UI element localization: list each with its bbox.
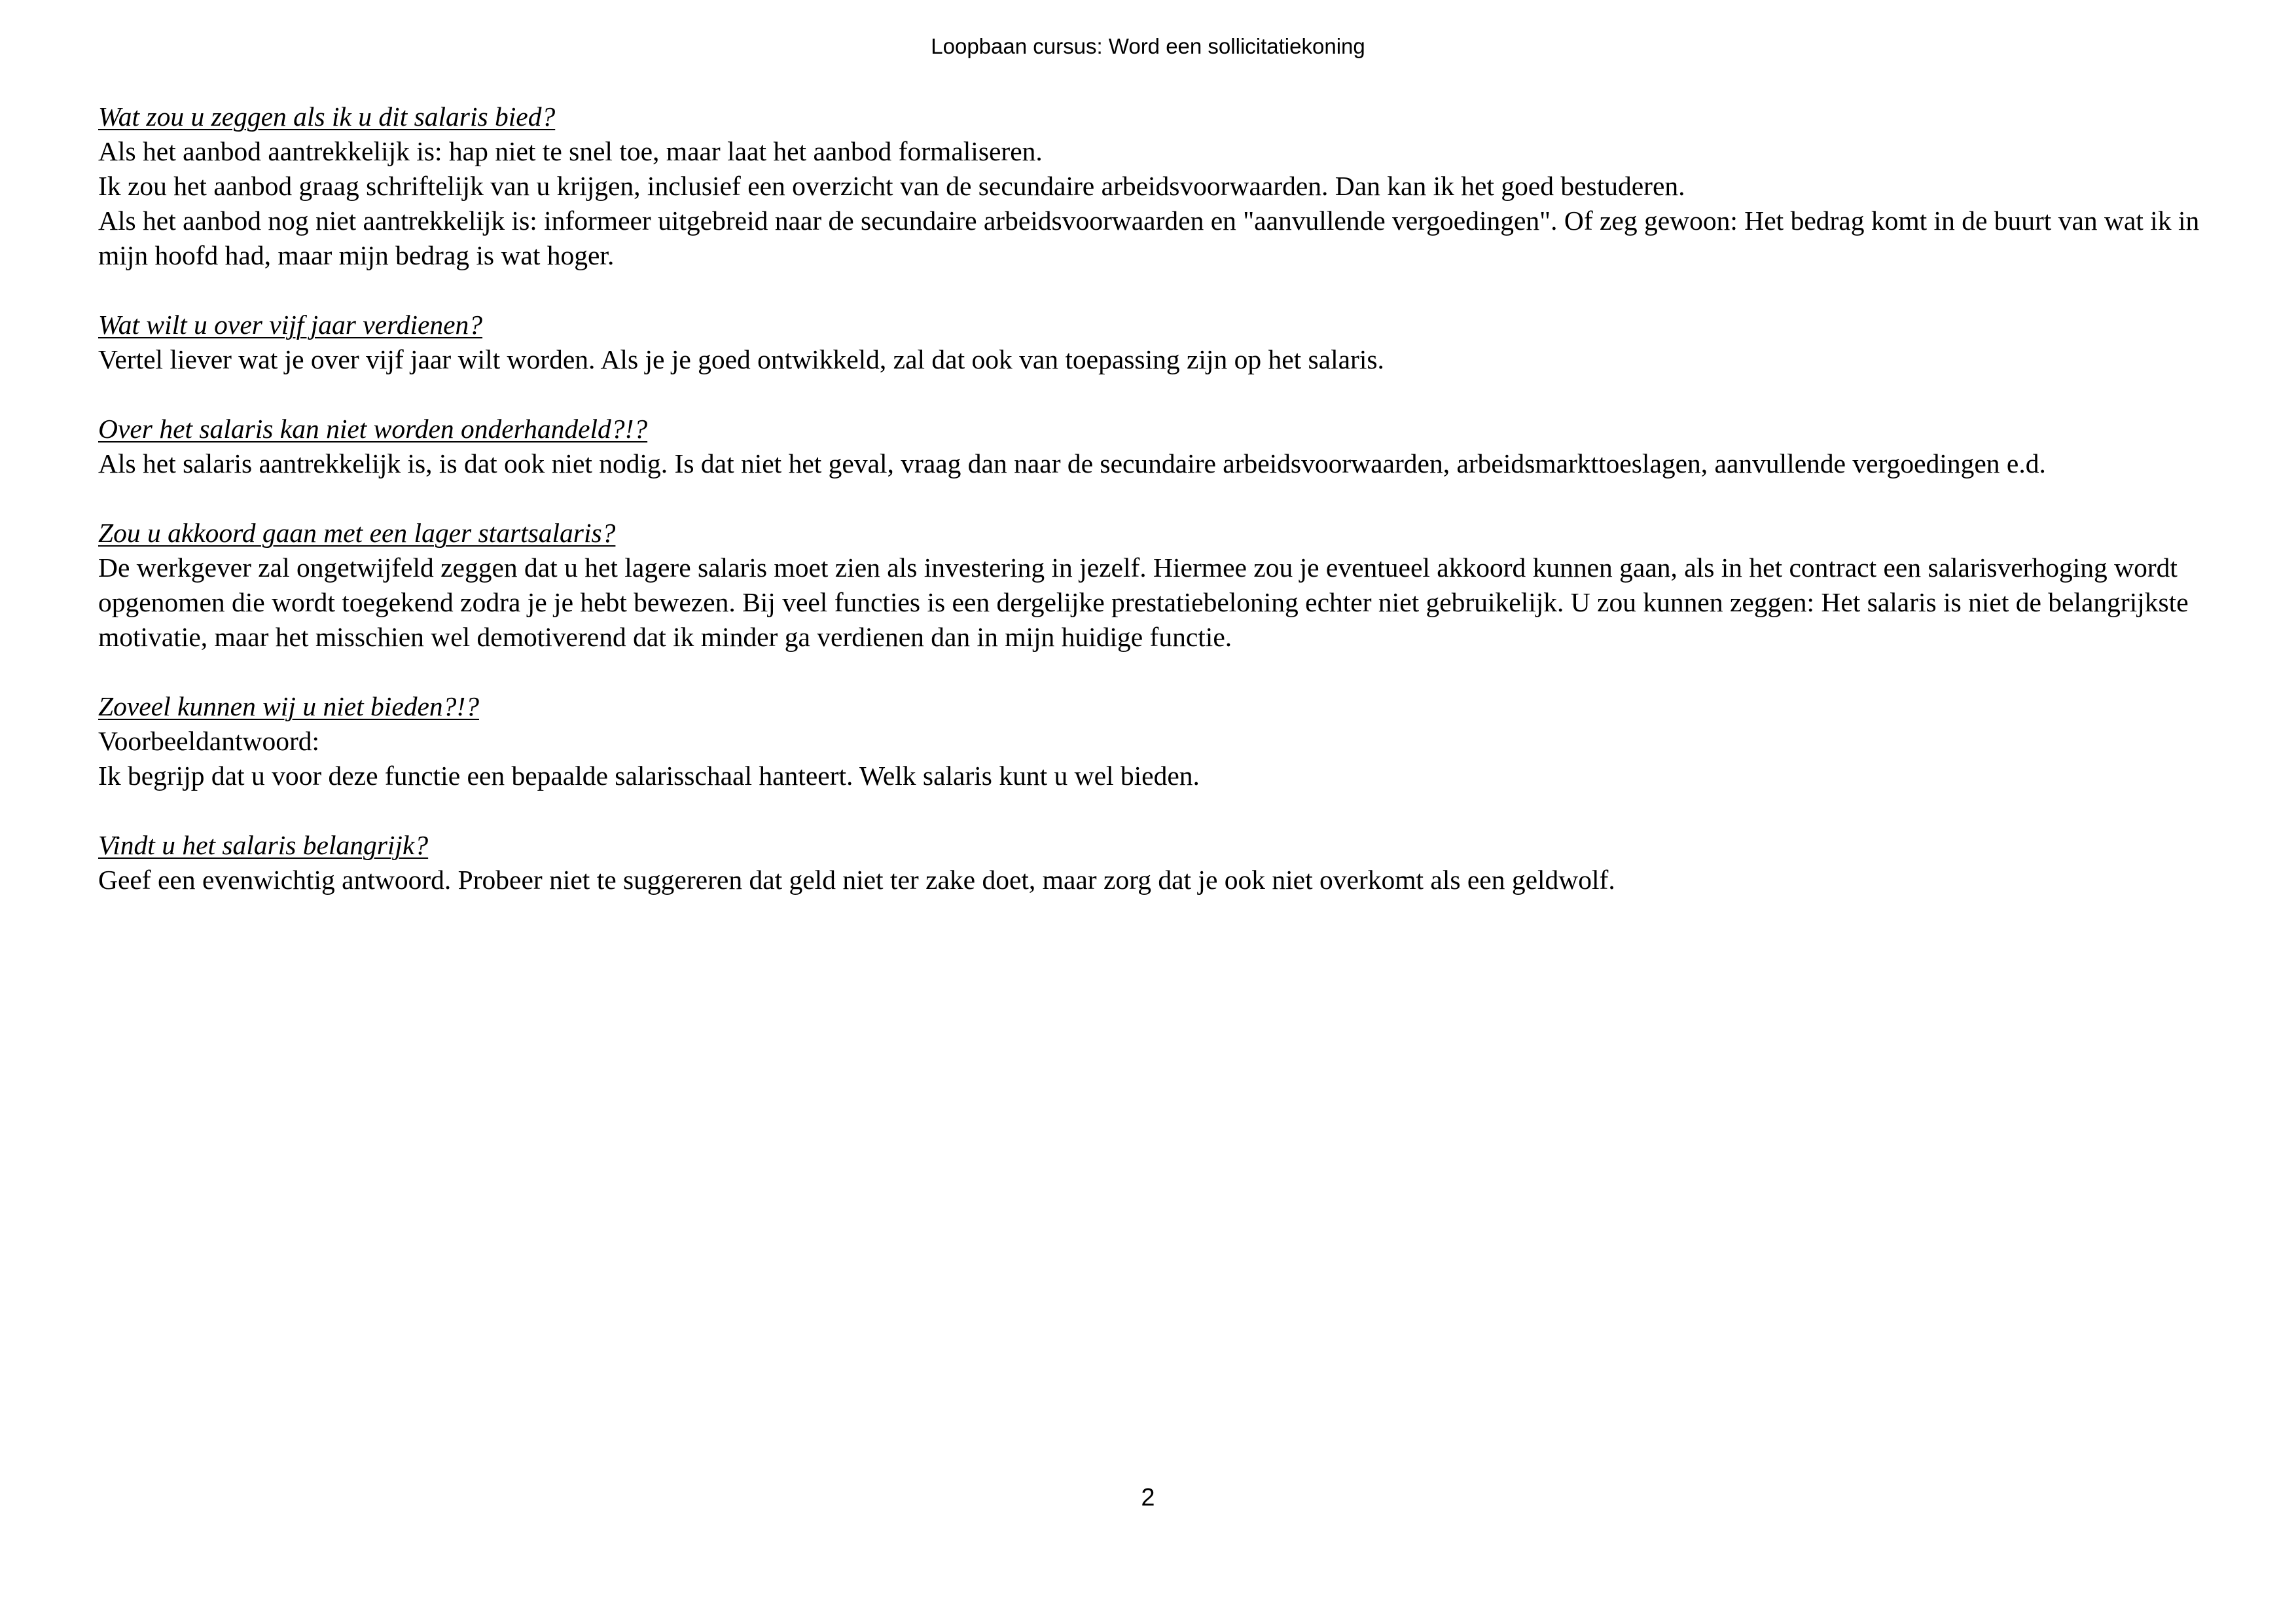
- answer-paragraph: Voorbeeldantwoord:: [98, 726, 320, 756]
- qa-section-five-years: [98, 308, 2206, 377]
- question-heading: Wat wilt u over vijf jaar verdienen?: [98, 310, 483, 340]
- answer-paragraph: De werkgever zal ongetwijfeld zeggen dat u het lagere salaris moet zien als investering in jezelf. Hiermee zou je eventueel akkoord kunnen gaan, als in het contract een salarisverhoging wordt opgenomen die wordt toegekend zodra je je hebt bewezen. Bij veel functies is een dergelijke prestatiebeloning echter niet gebruikelijk. U zou kunnen zeggen: Het salaris is niet de belangrijkste motivatie, maar het misschien wel demotiverend dat ik minder ga verdienen dan in mijn huidige functie.: [98, 552, 2189, 652]
- answer-paragraph: Als het aanbod aantrekkelijk is: hap niet te snel toe, maar laat het aanbod formaliseren.: [98, 136, 1043, 166]
- answer-paragraph: Ik begrijp dat u voor deze functie een bepaalde salarisschaal hanteert. Welk salaris kunt u wel bieden.: [98, 761, 1200, 791]
- document-body: [98, 99, 2206, 932]
- qa-section-lower-start-salary: [98, 516, 2206, 655]
- page-header: Loopbaan cursus: Word een sollicitatiekoning: [931, 34, 1365, 58]
- question-heading: Zou u akkoord gaan met een lager startsalaris?: [98, 518, 616, 548]
- question-heading: Zoveel kunnen wij u niet bieden?!?: [98, 691, 479, 721]
- qa-section-cannot-offer: [98, 689, 2206, 793]
- qa-section-no-negotiation: [98, 412, 2206, 481]
- answer-paragraph: Geef een evenwichtig antwoord. Probeer niet te suggereren dat geld niet ter zake doet, maar zorg dat je ook niet overkomt als een geldwolf.: [98, 865, 1615, 895]
- question-heading: Vindt u het salaris belangrijk?: [98, 830, 429, 860]
- qa-section-salary-offer: [98, 99, 2206, 273]
- answer-paragraph: Ik zou het aanbod graag schriftelijk van u krijgen, inclusief een overzicht van de secundaire arbeidsvoorwaarden. Dan kan ik het goed bestuderen.: [98, 171, 1685, 201]
- answer-paragraph: Als het salaris aantrekkelijk is, is dat ook niet nodig. Is dat niet het geval, vraag dan naar de secundaire arbeidsvoorwaarden, arbeidsmarkttoeslagen, aanvullende vergoedingen e.d.: [98, 448, 2046, 478]
- qa-section-salary-important: [98, 828, 2206, 897]
- answer-paragraph: Als het aanbod nog niet aantrekkelijk is: informeer uitgebreid naar de secundaire arbeidsvoorwaarden en "aanvullende vergoedingen". Of zeg gewoon: Het bedrag komt in de buurt van wat ik in mijn hoofd had, maar mijn bedrag is wat hoger.: [98, 206, 2200, 270]
- page-number: 2: [1141, 1484, 1155, 1511]
- question-heading: Wat zou u zeggen als ik u dit salaris bied?: [98, 101, 556, 132]
- question-heading: Over het salaris kan niet worden onderhandeld?!?: [98, 414, 648, 444]
- answer-paragraph: Vertel liever wat je over vijf jaar wilt worden. Als je je goed ontwikkeld, zal dat ook van toepassing zijn op het salaris.: [98, 344, 1384, 374]
